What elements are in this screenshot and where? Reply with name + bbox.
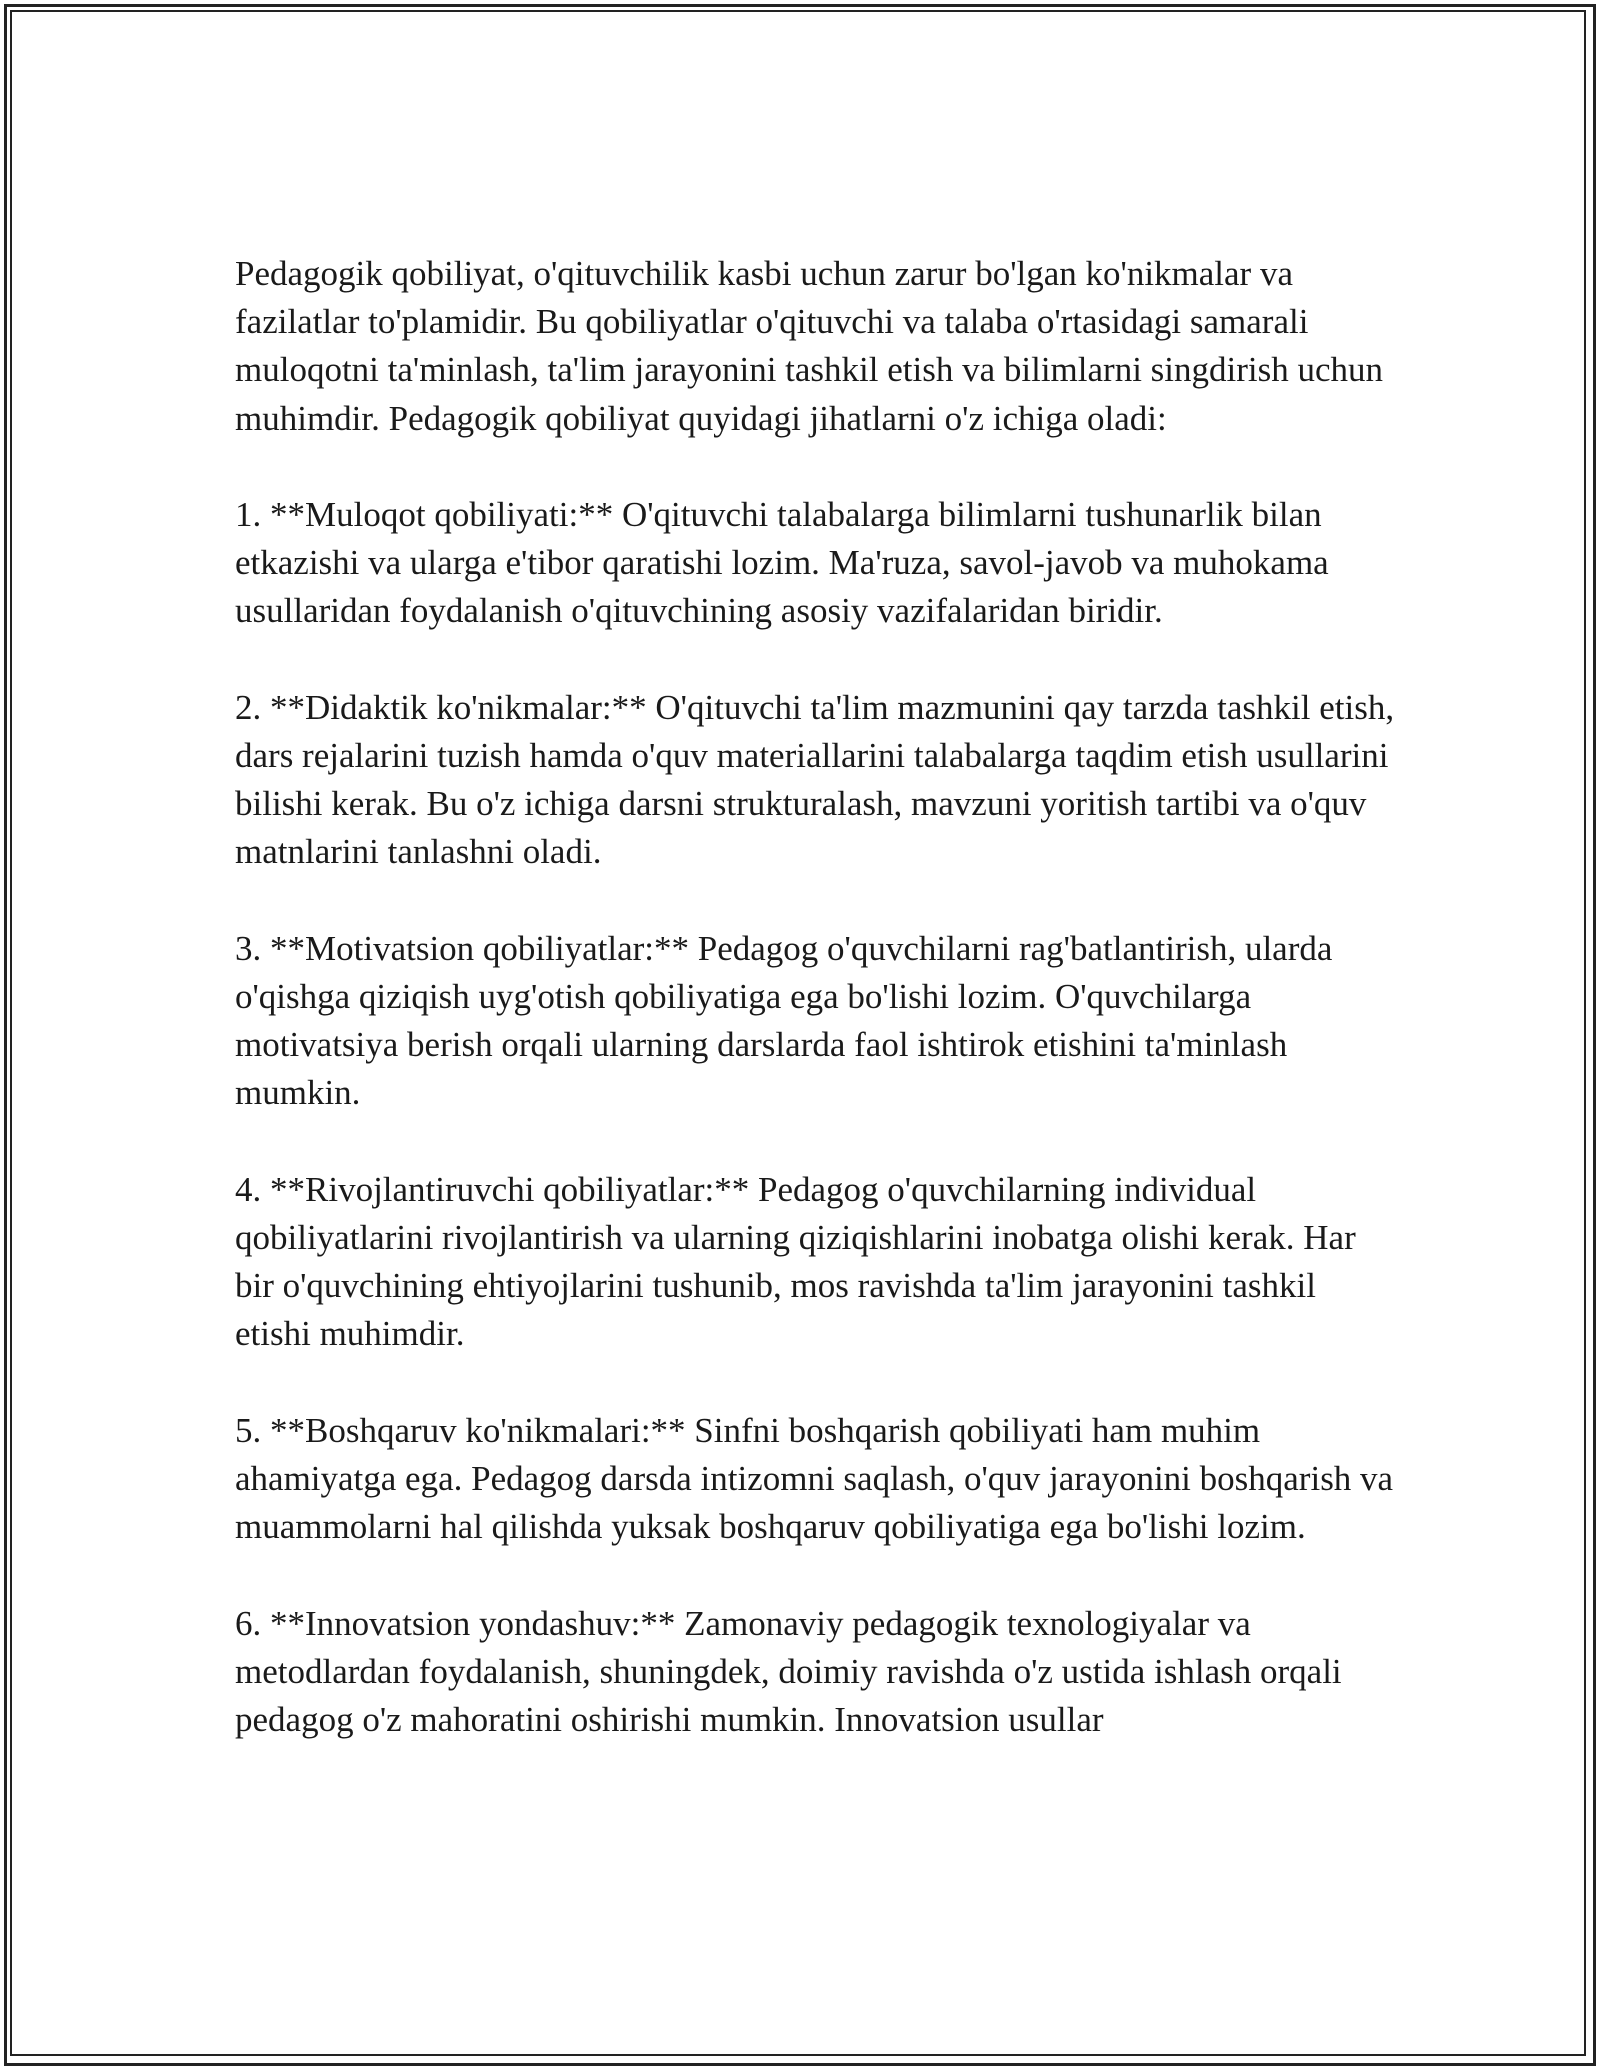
list-item-motivatsion: 3. **Motivatsion qobiliyatlar:** Pedagog o'quvchilarni rag'batlantirish, ularda o'qishga qiziqish uyg'otish qobiliyatiga ega bo'lishi lozim. O'quvchilarga motivatsiya berish orqali ularning darslarda faol ishtirok etishini ta'minlash mumkin. [235, 928, 1333, 1113]
intro-paragraph: Pedagogik qobiliyat, o'qituvchilik kasbi uchun zarur bo'lgan ko'nikmalar va fazilatlar to'plamidir. Bu qobiliyatlar o'qituvchi va talaba o'rtasidagi samarali muloqotni ta'minlash, ta'lim jarayonini tashkil etish va bilimlarni singdirish uchun muhimdir. Pedagogik qobiliyat quyidagi jihatlarni o'z ichiga oladi: [235, 254, 1384, 438]
list-item-didaktik: 2. **Didaktik ko'nikmalar:** O'qituvchi ta'lim mazmunini qay tarzda tashkil etish, dars rejalarini tuzish hamda o'quv materiallarini talabalarga taqdim etish usullarini bilishi kerak. Bu o'z ichiga darsni strukturalash, mavzuni yoritish tartibi va o'quv matnlarini tanlashni oladi. [235, 687, 1395, 872]
list-item-rivojlantiruvchi: 4. **Rivojlantiruvchi qobiliyatlar:** Pedagog o'quvchilarning individual qobiliyatlarini rivojlantirish va ularning qiziqishlarini inobatga olishi kerak. Har bir o'quvchining ehtiyojlarini tushunib, mos ravishda ta'lim jarayonini tashkil etishi muhimdir. [235, 1169, 1356, 1354]
list-item-innovatsion: 6. **Innovatsion yondashuv:** Zamonaviy pedagogik texnologiyalar va metodlardan foydalanish, shuningdek, doimiy ravishda o'z ustida ishlash orqali pedagog o'z mahoratini oshirishi mumkin. Innovatsion usullar [235, 1603, 1342, 1739]
list-item-muloqot: 1. **Muloqot qobiliyati:** O'qituvchi talabalarga bilimlarni tushunarlik bilan etkazishi va ularga e'tibor qaratishi lozim. Ma'ruza, savol-javob va muhokama usullaridan foydalanish o'qituvchining asosiy vazifalaridan biridir. [235, 495, 1329, 631]
list-item-boshqaruv: 5. **Boshqaruv ko'nikmalari:** Sinfni boshqarish qobiliyati ham muhim ahamiyatga ega. Pedagog darsda intizomni saqlash, o'quv jarayonini boshqarish va muammolarni hal qilishda yuksak boshqaruv qobiliyatiga ega bo'lishi lozim. [235, 1410, 1394, 1547]
document-body [235, 250, 1395, 1792]
